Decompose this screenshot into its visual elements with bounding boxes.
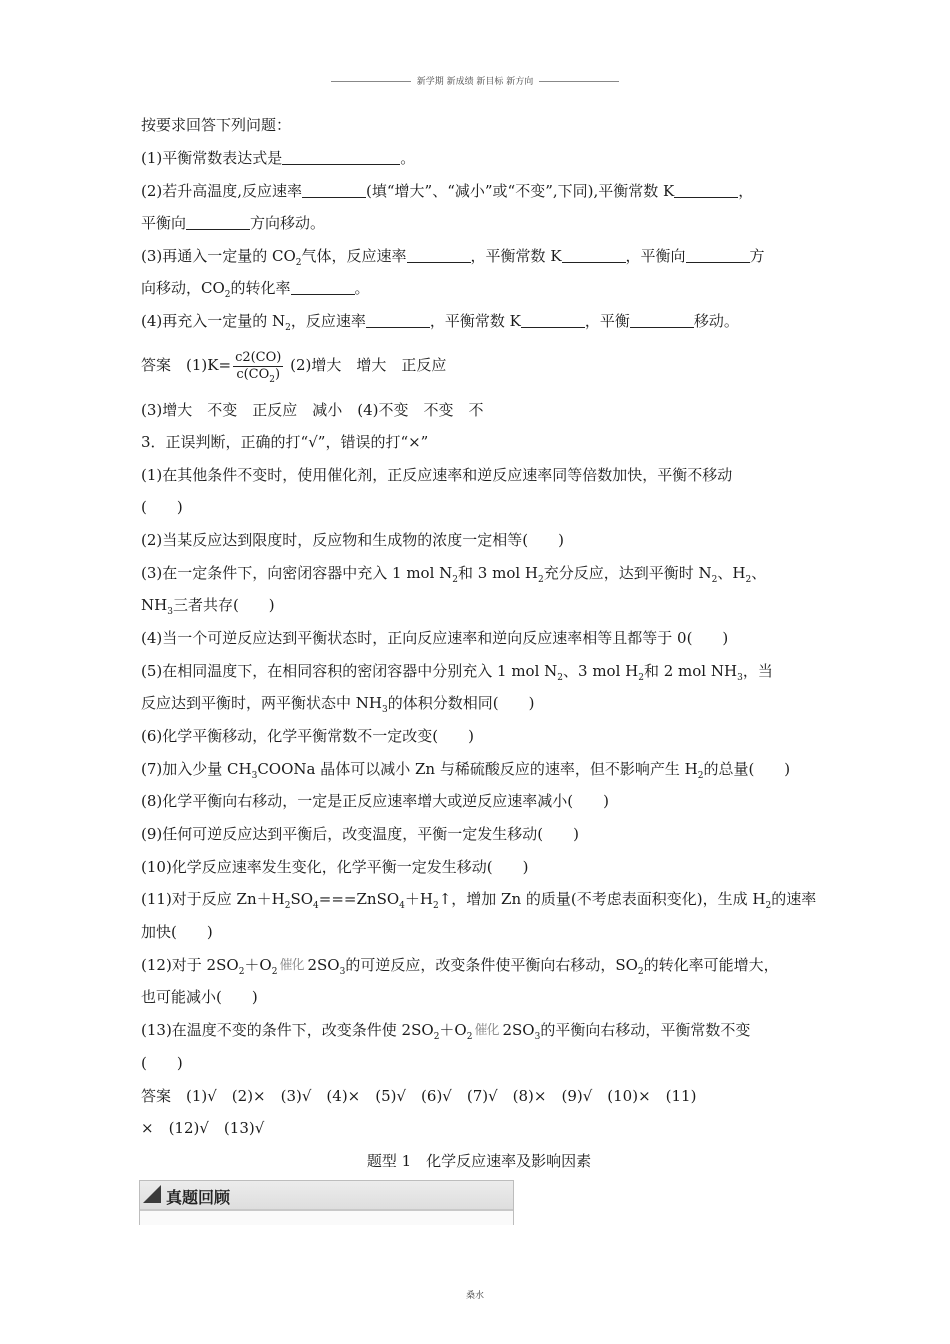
sub-3: 3 [251,771,258,781]
i11-a1: (11)对于反应 Zn＋H [141,890,285,908]
answer-label: 答案 [141,356,172,374]
q4-text-b: ，反应速率 [290,312,366,330]
i12-a3: 2SO [307,956,340,974]
answer-k: (1)K= [186,356,232,374]
q4-sub: 2 [285,323,291,333]
item-7 [141,759,790,779]
item-10: (10)化学反应速率发生变化，化学平衡一定发生移动( ) [141,858,529,876]
sub-2: 2 [271,967,278,977]
q1-blank [282,150,400,165]
q2-blank-1 [302,183,366,198]
i5-a3: 和 2 mol NH [643,662,738,680]
sub-2: 2 [433,1032,440,1042]
i13-a4: 的平衡向右移动，平衡常数不变 [540,1021,751,1039]
page-header [0,74,950,87]
item-6: (6)化学平衡移动，化学平衡常数不一定改变( ) [141,727,474,745]
item-9: (9)任何可逆反应达到平衡后，改变温度，平衡一定发生移动( ) [141,825,579,843]
item-2: (2)当某反应达到限度时，反应物和生成物的浓度一定相等( ) [141,531,564,549]
den-close: ) [275,366,281,382]
intro-line: 按要求回答下列问题： [141,116,292,134]
i5-a2: 、3 mol H [563,662,639,680]
sub-3: 3 [737,673,743,683]
item-12-line1 [141,955,779,975]
equilibrium-fraction [233,350,283,383]
header-rule-right [539,81,619,82]
i5-b2: 的体积分数相同( ) [387,694,535,712]
q3-sub: 2 [295,258,302,268]
item-12-line2: 也可能减小( ) [141,988,258,1006]
i11-a6: 的速率 [771,890,817,908]
i3-a3: 充分反应，达到平衡时 N [543,564,712,582]
q3-blank-4 [291,280,355,295]
answer-2-line1: 答案 (1)√ (2)× (3)√ (4)× (5)√ (6)√ (7)√ (8)× (9)√ (10)× (11) [141,1087,697,1105]
i7-2: COONa 晶体可以减小 Zn 与稀硫酸反应的速率，但不影响产生 H [257,760,698,778]
item-3-line1 [141,563,766,583]
banner-bar [140,1181,513,1211]
item-4: (4)当一个可逆反应达到平衡状态时，正向反应速率和逆向反应速率相等且都等于 0( ) [141,629,729,647]
sub-2: 2 [238,967,245,977]
question-3-line1 [141,246,765,266]
answer-1-line1 [141,346,446,384]
i12-a5: 的转化率可能增大， [643,956,779,974]
i3-a2: 和 3 mol H [458,564,538,582]
i5-b1: 反应达到平衡时，两平衡状态中 NH [141,694,382,712]
sub-2: 2 [452,575,459,585]
question-2-line1 [141,181,753,201]
i13-a3: 2SO [502,1021,535,1039]
sub-3: 3 [339,967,346,977]
header-text: 新学期 新成绩 新目标 新方向 [416,77,534,87]
q3-blank-2 [562,248,626,263]
i12-a1: (12)对于 2SO [141,956,239,974]
q3-line2-sub: 2 [224,290,231,300]
reversible-arrow-icon [472,1021,502,1039]
sub-2: 2 [745,575,752,585]
i5-a4: ，当 [742,662,773,680]
item-13-line1 [141,1020,750,1040]
page-footer: 桑水 [465,1291,484,1301]
sub-3: 3 [534,1032,541,1042]
header-rule-left [331,81,411,82]
sub-2: 2 [697,771,704,781]
i3-a5: 、 [751,564,767,582]
question-4 [141,311,739,331]
fraction-denominator [233,367,283,383]
i11-a4: ＋H [404,890,433,908]
i3-a1: (3)在一定条件下，向密闭容器中充入 1 mol N [141,564,453,582]
i12-a4: 的可逆反应，改变条件使平衡向右移动，SO [345,956,638,974]
q3-blank-3 [686,248,750,263]
q4-text-c: ，平衡常数 K [429,312,521,330]
sub-2: 2 [765,901,772,911]
q2-blank-3 [186,215,250,230]
q4-text-d: ，平衡 [584,312,630,330]
q1-end: 。 [400,149,416,167]
sub-2: 2 [466,1032,473,1042]
q2-line2-b: 方向移动。 [250,214,326,232]
corner-triangle-icon [143,1185,161,1203]
fraction-numerator: c2(CO) [235,349,282,365]
sub-2: 2 [711,575,718,585]
q2-text-c: ， [738,182,754,200]
sub-2: 2 [637,967,644,977]
q4-text-a: (4)再充入一定量的 N [141,312,286,330]
i11-a2: SO [290,890,314,908]
banner-label: 真题回顾 [166,1188,231,1207]
q4-blank-3 [630,313,694,328]
q2-text-a: (2)若升高温度,反应速率 [141,182,303,200]
q2-line2-a: 平衡向 [141,214,187,232]
q3-text-e: 方 [749,247,765,265]
q4-text-e: 移动。 [693,312,739,330]
item-1-line2: ( ) [141,498,183,516]
q3-text-b: 气体，反应速率 [301,247,407,265]
sub-3: 3 [167,607,173,617]
i13-a1: (13)在温度不变的条件下，改变条件使 2SO [141,1021,434,1039]
i12-a2: ＋O [244,956,272,974]
item-11-line2: 加快( ) [141,923,213,941]
q1-text: (1)平衡常数表达式是 [141,149,283,167]
answer-2-line2: × (12)√ (13)√ [141,1119,265,1137]
sub-4: 4 [399,901,405,911]
q3-text-c: ，平衡常数 K [470,247,562,265]
section-heading: 题型 1 化学反应速率及影响因素 [366,1152,592,1170]
reversible-arrow-icon [277,956,307,974]
item-11-line1 [141,889,816,909]
sub-2: 2 [538,575,544,585]
review-banner [139,1180,514,1225]
arrow-glyph: 催化 [474,1023,499,1038]
den-sub: 2 [269,374,276,385]
item-8: (8)化学平衡向右移动，一定是正反应速率增大或逆反应速率减小( ) [141,792,609,810]
item-5-line2 [141,693,534,713]
i3-b2: 三者共存( ) [172,596,275,614]
q3-line2-c: 。 [354,279,370,297]
sub-2: 2 [557,673,564,683]
q4-blank-2 [521,313,585,328]
section-3-title: 3．正误判断，正确的打“√”，错误的打“×” [141,433,429,451]
q3-blank-1 [407,248,471,263]
i11-a5: ↑，增加 Zn 的质量(不考虑表面积变化)，生成 H [438,890,766,908]
i5-a1: (5)在相同温度下，在相同容积的密闭容器中分别充入 1 mol N [141,662,558,680]
sub-3: 3 [381,705,388,715]
item-13-line2: ( ) [141,1054,183,1072]
item-3-line2 [141,595,275,615]
q4-blank-1 [366,313,430,328]
i3-b1: NH [141,596,168,614]
question-2-line2 [141,213,325,233]
den-text: c(CO [236,366,270,382]
item-1-line1: (1)在其他条件不变时，使用催化剂，正反应速率和逆反应速率同等倍数加快，平衡不移动 [141,466,733,484]
q3-line2-a: 向移动，CO [141,279,225,297]
sub-2: 2 [638,673,644,683]
i7-1: (7)加入少量 CH [141,760,252,778]
item-5-line1 [141,661,773,681]
sub-4: 4 [313,901,319,911]
sub-2: 2 [432,901,439,911]
q3-line2-b: 的转化率 [230,279,291,297]
q3-text-d: ，平衡向 [625,247,686,265]
question-3-line2 [141,278,370,298]
answer-rest: (2)增大 增大 正反应 [290,356,447,374]
i13-a2: ＋O [439,1021,467,1039]
question-1 [141,148,415,168]
answer-1-line2: (3)增大 不变 正反应 减小 (4)不变 不变 不 [141,401,484,419]
arrow-glyph: 催化 [279,958,304,973]
i11-a3: ===ZnSO [318,890,400,908]
i3-a4: 、H [717,564,746,582]
q3-text-a: (3)再通入一定量的 CO [141,247,296,265]
sub-2: 2 [284,901,291,911]
q2-blank-2 [674,183,738,198]
i7-3: 的总量( ) [703,760,791,778]
q2-text-b: (填“增大”、“减小”或“不变”,下同),平衡常数 K [366,182,675,200]
